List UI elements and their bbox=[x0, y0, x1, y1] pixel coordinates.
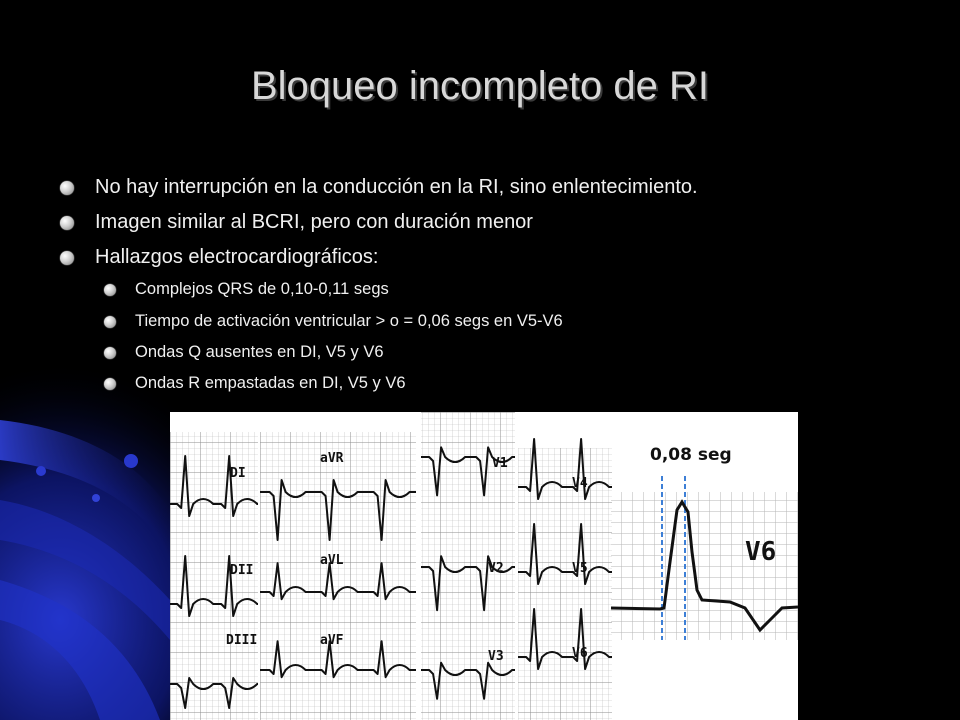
bullet-icon bbox=[60, 251, 74, 265]
blue-dot bbox=[36, 466, 46, 476]
ecg-strip-limb-2 bbox=[260, 432, 416, 720]
ecg-lead-label: V1 bbox=[492, 456, 508, 471]
sub-bullet-item bbox=[104, 374, 406, 393]
zoom-lead-label: V6 bbox=[745, 537, 777, 567]
ecg-lead-label: V2 bbox=[488, 561, 504, 576]
bullet-item bbox=[60, 176, 698, 199]
ecg-strip-precordial-2 bbox=[518, 448, 612, 720]
bullet-text: Hallazgos electrocardiográficos: bbox=[95, 246, 379, 268]
bullet-icon bbox=[104, 284, 116, 296]
slide-title: Bloqueo incompleto de RI bbox=[250, 64, 710, 108]
blue-dot bbox=[92, 494, 100, 502]
ecg-lead-label: aVF bbox=[320, 633, 344, 648]
measure-label: 0,08 seg bbox=[650, 445, 732, 465]
sub-bullet-text: Tiempo de activación ventricular > o = 0,06 segs en V5-V6 bbox=[135, 312, 563, 330]
blue-dot bbox=[124, 454, 138, 468]
bullet-item bbox=[60, 246, 378, 269]
bullet-icon bbox=[104, 347, 116, 359]
sub-bullet-item bbox=[104, 312, 563, 331]
bullet-icon bbox=[60, 216, 74, 230]
bullet-icon bbox=[104, 378, 116, 390]
sub-bullet-text: Ondas R empastadas en DI, V5 y V6 bbox=[135, 374, 406, 392]
ecg-figure bbox=[170, 412, 798, 720]
ecg-lead-label: DII bbox=[230, 563, 254, 578]
ecg-lead-label: V3 bbox=[488, 649, 504, 664]
sub-bullet-text: Ondas Q ausentes en DI, V5 y V6 bbox=[135, 343, 384, 361]
ecg-lead-label: DIII bbox=[226, 633, 258, 648]
bullet-item bbox=[60, 211, 533, 234]
bullet-text: No hay interrupción en la conducción en la RI, sino enlentecimiento. bbox=[95, 176, 698, 198]
ecg-lead-label: V6 bbox=[572, 646, 588, 661]
bullet-text: Imagen similar al BCRI, pero con duración menor bbox=[95, 211, 533, 233]
ecg-lead-label: V4 bbox=[572, 476, 588, 491]
sub-bullet-item bbox=[104, 343, 384, 362]
sub-bullet-text: Complejos QRS de 0,10-0,11 segs bbox=[135, 280, 389, 298]
ecg-lead-label: aVR bbox=[320, 451, 344, 466]
sub-bullet-item bbox=[104, 280, 389, 299]
bullet-icon bbox=[60, 181, 74, 195]
ecg-lead-label: V5 bbox=[572, 561, 588, 576]
ecg-lead-label: DI bbox=[230, 466, 246, 481]
bullet-icon bbox=[104, 316, 116, 328]
ecg-lead-label: aVL bbox=[320, 553, 344, 568]
